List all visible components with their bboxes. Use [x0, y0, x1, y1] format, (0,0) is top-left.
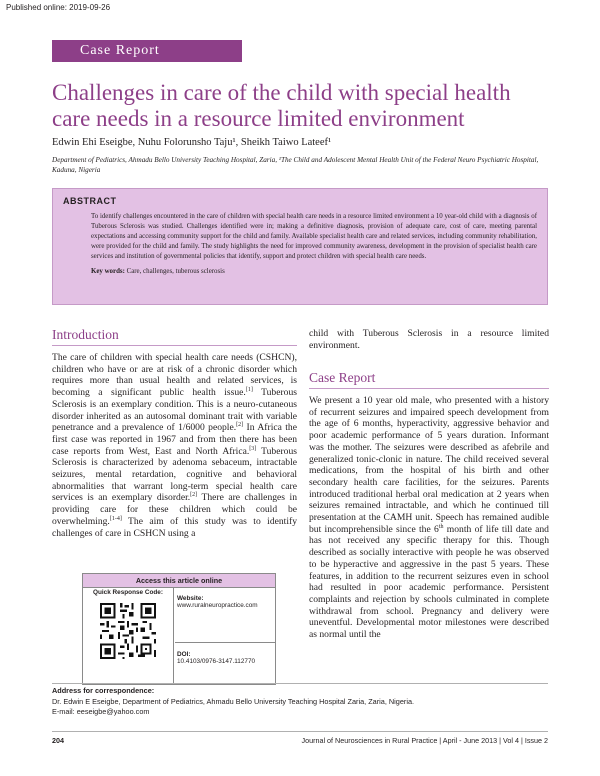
qr-cell	[83, 587, 174, 684]
intro-text-part: The care of children with special health care needs (CSHCN), children who have or are at risk of a chronic disorder which requires more than usual health and related services, is becoming a significant public health issue.	[52, 352, 297, 399]
qr-code-icon[interactable]	[100, 603, 156, 659]
introduction-text	[52, 352, 297, 539]
intro-text-part: Tuberous Sclerosis is characterized by adenoma sebaceum, intractable seizures, mental retardation, cognitive and behavioral abnormalities that warrant long-term special health care services is an exemplary disorder.	[52, 445, 297, 504]
section-divider	[309, 388, 549, 389]
journal-citation: Journal of Neurosciences in Rural Practice | April - June 2013 | Vol 4 | Issue 2	[301, 736, 548, 745]
citation[interactable]: [2]	[190, 492, 198, 499]
doi-cell	[175, 644, 275, 665]
citation[interactable]: [2]	[236, 422, 244, 429]
access-box-heading: Access this article online	[83, 574, 275, 588]
website-label: Website:	[177, 595, 204, 602]
correspondence-email[interactable]: E-mail: eeseigbe@yahoo.com	[52, 707, 150, 716]
footer-divider	[52, 731, 548, 732]
abstract-heading: ABSTRACT	[63, 196, 117, 206]
introduction-continued: child with Tuberous Sclerosis in a resource limited environment.	[309, 328, 549, 351]
affiliations: Department of Pediatrics, Ahmadu Bello University Teaching Hospital, Zaria, ¹The Child and Adolescent Mental Health Unit of the Federal Neuro Psychiatric Hospital, Kaduna, Nigeria	[52, 156, 539, 174]
citation[interactable]: [1]	[245, 386, 253, 393]
keywords	[91, 268, 537, 275]
published-date: Published online: 2019-09-26	[6, 3, 111, 12]
abstract-box	[52, 188, 548, 305]
case-report-text	[309, 395, 549, 641]
website-cell	[175, 587, 275, 643]
intro-text-part: Tuberous Sclerosis is an exemplary condition. This is a neuro-cutaneous disorder inherited as an autosomal dominant trait with variable penetrance and a prevalence of 1/6000 people.	[52, 387, 297, 434]
doi-link[interactable]: 10.4103/0976-3147.112770	[177, 658, 256, 665]
footnote-divider	[52, 683, 548, 684]
section-divider	[52, 345, 297, 346]
qr-label: Quick Response Code:	[93, 589, 163, 596]
keywords-label: Key words:	[91, 268, 125, 275]
correspondence-address: Dr. Edwin E Eseigbe, Department of Pediatrics, Ahmadu Bello University Teaching Hospital Zaria, Zaria, Nigeria.	[52, 696, 415, 706]
ordinal-suffix: th	[438, 523, 444, 530]
doi-label: DOI:	[177, 651, 191, 658]
correspondence-label: Address for correspondence:	[52, 686, 155, 695]
intro-text-part: In Africa the first case was reported in 1967 and from then there has been case reports from West, East and North Africa.	[52, 422, 297, 457]
citation[interactable]: [1-4]	[109, 515, 122, 522]
article-title: Challenges in care of the child with special health care needs in a resource limited environment	[52, 80, 511, 131]
citation[interactable]: [3]	[249, 445, 257, 452]
case-text-part: We present a 10 year old male, who presented with a history of recurrent seizures and impaired speech development from the age of 6 months, hyperactivity, aggressive behavior and poor academic performance of 5 years duration. Informant was the mother. The seizures were described as afebrile and generalized tonic-clonic in nature. The child received several medications, from the hospital of his birth and other secondary health care facilities, for the seizures. Parents introduced traditional herbal oral medication at 2 years when seizures remained intractable, and which he continued till presentation at the CAMH unit. Speech has remained audible but incomprehensible since the 6	[309, 395, 549, 535]
author-list: Edwin Ehi Eseigbe, Nuhu Folorunsho Taju¹, Sheikh Taiwo Lateef¹	[52, 137, 332, 148]
abstract-text: To identify challenges encountered in the care of children with special health care needs in a resource limited environment a 10 year-old child with a diagnosis of Tuberous Sclerosis was studied. Challenges identified were in; making a definitive diagnosis, provision of adequate care, cost of care, meeting parental expectations and accessing community support for the child and family. Available specialist health care and related services, including community rehabilitation, were provided for the child and family. The study highlights the need for improved community awareness, development in the provision of specialist health care services and institution of governmental policies that identify, support and protect children with special health care needs.	[91, 213, 537, 260]
keywords-text: Care, challenges, tuberous sclerosis	[126, 268, 225, 275]
section-heading-case-report: Case Report	[309, 370, 376, 385]
intro-text-part: The aim of this study was to identify challenges of care in CSHCN using a	[52, 515, 297, 539]
case-text-part: month of life till date and has not received any specific therapy for this. Though described as socially interactive with people he was observed to be hyperactive and aggressive in the past 5 years. These features, in addition to the recurrent seizures even in school had resulted in poor academic performance. Persistent complaints and rejection by schools culminated in complete withdrawal from school. Pregnancy and delivery were uneventful. Developmental motor milestones were described as normal until the	[309, 523, 549, 641]
intro-text-part: There are challenges in providing care for these children which could be overwhelming.	[52, 492, 297, 527]
correspondence-block	[52, 686, 548, 718]
article-type-banner: Case Report	[52, 40, 242, 62]
access-article-box	[82, 573, 276, 685]
website-link[interactable]: www.ruralneuropractice.com	[177, 602, 258, 609]
page-number: 204	[52, 736, 64, 745]
section-heading-introduction: Introduction	[52, 327, 119, 342]
